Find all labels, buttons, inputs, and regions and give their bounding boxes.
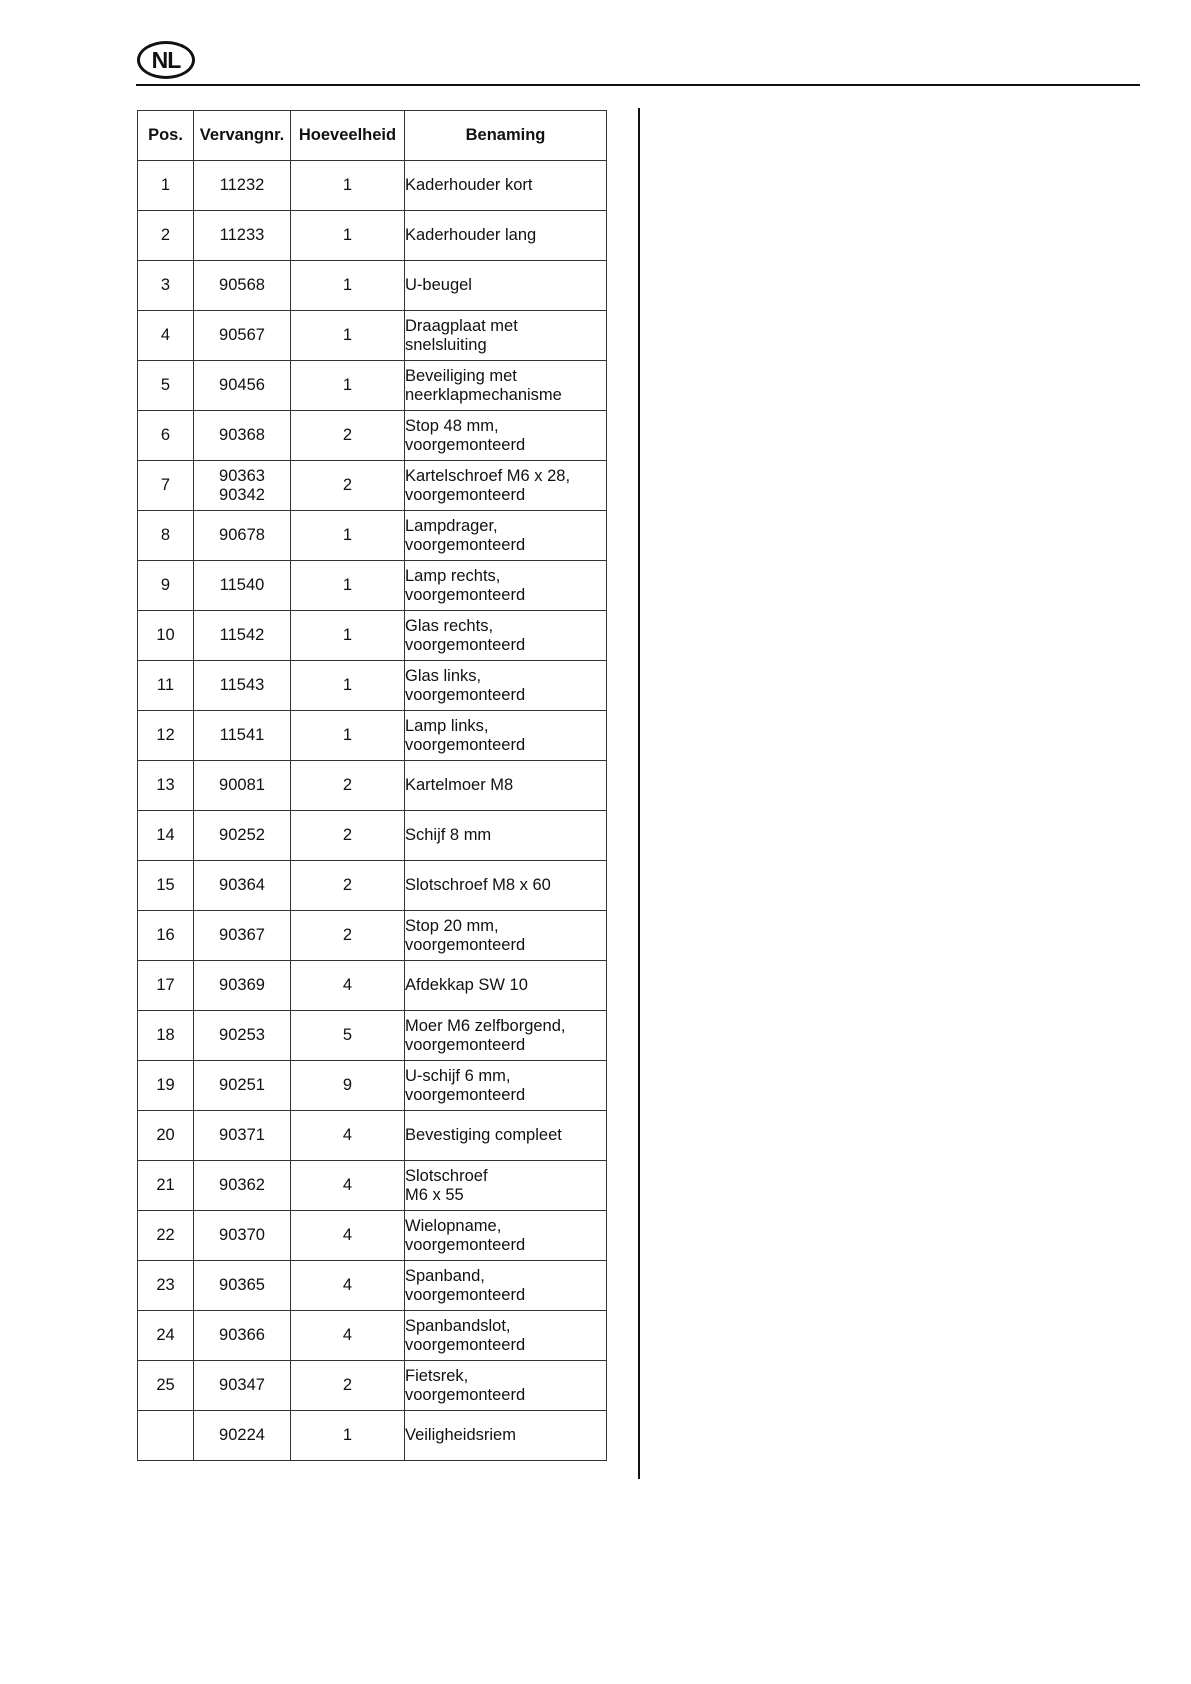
replacement-number-line: 90369 bbox=[219, 976, 265, 994]
cell-replacement-number bbox=[194, 1111, 291, 1161]
description-line: Kartelmoer M8 bbox=[405, 776, 514, 794]
replacement-number-line: 90567 bbox=[219, 326, 265, 344]
description-line: voorgemonteerd bbox=[405, 585, 526, 604]
cell-quantity: 9 bbox=[291, 1061, 405, 1111]
cell-description bbox=[405, 1061, 607, 1111]
cell-pos: 10 bbox=[138, 611, 194, 661]
replacement-number-line: 90364 bbox=[219, 876, 265, 894]
cell-description bbox=[405, 911, 607, 961]
cell-quantity: 4 bbox=[291, 1261, 405, 1311]
cell-replacement-number bbox=[194, 211, 291, 261]
cell-description bbox=[405, 461, 607, 511]
cell-pos: 25 bbox=[138, 1361, 194, 1411]
replacement-number-line: 90363 bbox=[219, 466, 265, 485]
cell-description bbox=[405, 1211, 607, 1261]
cell-replacement-number bbox=[194, 761, 291, 811]
parts-table bbox=[137, 110, 607, 1461]
table-row bbox=[138, 411, 607, 461]
cell-pos: 14 bbox=[138, 811, 194, 861]
description-line: Glas rechts, bbox=[405, 616, 494, 635]
cell-quantity: 2 bbox=[291, 1361, 405, 1411]
description-line: voorgemonteerd bbox=[405, 1085, 526, 1104]
column-divider bbox=[638, 108, 640, 1479]
description-line: Kaderhouder lang bbox=[405, 226, 537, 244]
replacement-number-line: 11543 bbox=[219, 676, 265, 694]
cell-description bbox=[405, 761, 607, 811]
cell-quantity: 1 bbox=[291, 611, 405, 661]
cell-quantity: 2 bbox=[291, 411, 405, 461]
replacement-number-line: 90568 bbox=[219, 276, 265, 294]
cell-pos: 20 bbox=[138, 1111, 194, 1161]
cell-replacement-number bbox=[194, 911, 291, 961]
cell-pos: 22 bbox=[138, 1211, 194, 1261]
table-row bbox=[138, 361, 607, 411]
cell-replacement-number bbox=[194, 1061, 291, 1111]
cell-pos: 11 bbox=[138, 661, 194, 711]
header-pos: Pos. bbox=[138, 111, 194, 161]
description-line: Fietsrek, bbox=[405, 1366, 469, 1385]
cell-replacement-number bbox=[194, 1011, 291, 1061]
description-line: voorgemonteerd bbox=[405, 1385, 526, 1404]
cell-description bbox=[405, 611, 607, 661]
cell-replacement-number bbox=[194, 811, 291, 861]
table-row bbox=[138, 511, 607, 561]
description-line: Veiligheidsriem bbox=[405, 1426, 516, 1444]
cell-quantity: 4 bbox=[291, 1111, 405, 1161]
table-row bbox=[138, 661, 607, 711]
table-row bbox=[138, 311, 607, 361]
replacement-number-line: 11232 bbox=[219, 176, 265, 194]
cell-quantity: 2 bbox=[291, 911, 405, 961]
description-line: Kaderhouder kort bbox=[405, 176, 533, 194]
table-row bbox=[138, 611, 607, 661]
cell-description bbox=[405, 261, 607, 311]
cell-replacement-number bbox=[194, 311, 291, 361]
cell-pos: 21 bbox=[138, 1161, 194, 1211]
cell-replacement-number bbox=[194, 161, 291, 211]
replacement-number-line: 90253 bbox=[219, 1026, 265, 1044]
cell-replacement-number bbox=[194, 661, 291, 711]
cell-description bbox=[405, 411, 607, 461]
header-divider bbox=[136, 84, 1140, 86]
cell-description bbox=[405, 861, 607, 911]
description-line: voorgemonteerd bbox=[405, 935, 526, 954]
table-row bbox=[138, 1111, 607, 1161]
replacement-number-line: 90081 bbox=[219, 776, 265, 794]
cell-pos: 8 bbox=[138, 511, 194, 561]
cell-description bbox=[405, 661, 607, 711]
cell-description bbox=[405, 311, 607, 361]
cell-pos: 5 bbox=[138, 361, 194, 411]
cell-description bbox=[405, 711, 607, 761]
table-header-row bbox=[138, 111, 607, 161]
description-line: U-schijf 6 mm, bbox=[405, 1066, 511, 1085]
cell-quantity: 1 bbox=[291, 1411, 405, 1461]
cell-quantity: 1 bbox=[291, 211, 405, 261]
cell-description bbox=[405, 161, 607, 211]
cell-pos: 1 bbox=[138, 161, 194, 211]
cell-quantity: 1 bbox=[291, 261, 405, 311]
table-row bbox=[138, 861, 607, 911]
cell-description bbox=[405, 361, 607, 411]
cell-quantity: 2 bbox=[291, 811, 405, 861]
cell-description bbox=[405, 1361, 607, 1411]
cell-replacement-number bbox=[194, 1161, 291, 1211]
cell-replacement-number bbox=[194, 861, 291, 911]
cell-pos bbox=[138, 1411, 194, 1461]
description-line: voorgemonteerd bbox=[405, 435, 526, 454]
cell-quantity: 1 bbox=[291, 711, 405, 761]
description-line: Bevestiging compleet bbox=[405, 1126, 562, 1144]
cell-pos: 24 bbox=[138, 1311, 194, 1361]
description-line: voorgemonteerd bbox=[405, 1335, 526, 1354]
language-badge: NL bbox=[137, 41, 195, 79]
replacement-number-line: 90224 bbox=[219, 1426, 265, 1444]
replacement-number-line: 90362 bbox=[219, 1176, 265, 1194]
description-line: voorgemonteerd bbox=[405, 685, 526, 704]
replacement-number-line: 90368 bbox=[219, 426, 265, 444]
cell-replacement-number bbox=[194, 361, 291, 411]
description-line: Afdekkap SW 10 bbox=[405, 976, 528, 994]
table-row bbox=[138, 1011, 607, 1061]
cell-quantity: 2 bbox=[291, 861, 405, 911]
replacement-number-line: 90370 bbox=[219, 1226, 265, 1244]
replacement-number-line: 11542 bbox=[219, 626, 265, 644]
description-line: Moer M6 zelfborgend, bbox=[405, 1016, 566, 1035]
cell-quantity: 4 bbox=[291, 961, 405, 1011]
cell-description bbox=[405, 1161, 607, 1211]
cell-description bbox=[405, 961, 607, 1011]
description-line: Lampdrager, bbox=[405, 516, 498, 535]
cell-quantity: 5 bbox=[291, 1011, 405, 1061]
description-line: M6 x 55 bbox=[405, 1185, 464, 1204]
cell-description bbox=[405, 811, 607, 861]
description-line: Stop 20 mm, bbox=[405, 916, 499, 935]
cell-quantity: 1 bbox=[291, 661, 405, 711]
cell-quantity: 4 bbox=[291, 1161, 405, 1211]
cell-description bbox=[405, 1311, 607, 1361]
header-quantity: Hoeveelheid bbox=[291, 111, 405, 161]
cell-quantity: 1 bbox=[291, 561, 405, 611]
cell-pos: 16 bbox=[138, 911, 194, 961]
cell-pos: 23 bbox=[138, 1261, 194, 1311]
cell-replacement-number bbox=[194, 1261, 291, 1311]
cell-replacement-number bbox=[194, 1211, 291, 1261]
description-line: voorgemonteerd bbox=[405, 1035, 526, 1054]
description-line: Draagplaat met bbox=[405, 316, 518, 335]
table-row bbox=[138, 1361, 607, 1411]
replacement-number-line: 90367 bbox=[219, 926, 265, 944]
cell-quantity: 1 bbox=[291, 161, 405, 211]
cell-quantity: 1 bbox=[291, 511, 405, 561]
description-line: U-beugel bbox=[405, 276, 472, 294]
table-row bbox=[138, 1311, 607, 1361]
cell-replacement-number bbox=[194, 261, 291, 311]
description-line: voorgemonteerd bbox=[405, 1235, 526, 1254]
replacement-number-line: 90456 bbox=[219, 376, 265, 394]
replacement-number-line: 90678 bbox=[219, 526, 265, 544]
replacement-number-line: 90347 bbox=[219, 1376, 265, 1394]
description-line: Wielopname, bbox=[405, 1216, 502, 1235]
replacement-number-line: 11540 bbox=[219, 576, 265, 594]
table-row bbox=[138, 1411, 607, 1461]
table-row bbox=[138, 961, 607, 1011]
description-line: voorgemonteerd bbox=[405, 735, 526, 754]
table-row bbox=[138, 261, 607, 311]
description-line: Slotschroef M8 x 60 bbox=[405, 876, 551, 894]
cell-pos: 19 bbox=[138, 1061, 194, 1111]
cell-description bbox=[405, 1111, 607, 1161]
replacement-number-line: 90366 bbox=[219, 1326, 265, 1344]
cell-replacement-number bbox=[194, 511, 291, 561]
description-line: Kartelschroef M6 x 28, bbox=[405, 466, 571, 485]
description-line: Beveiliging met bbox=[405, 366, 517, 385]
cell-replacement-number bbox=[194, 411, 291, 461]
description-line: Stop 48 mm, bbox=[405, 416, 499, 435]
table-row bbox=[138, 161, 607, 211]
replacement-number-line: 90252 bbox=[219, 826, 265, 844]
cell-replacement-number bbox=[194, 961, 291, 1011]
cell-description bbox=[405, 1411, 607, 1461]
cell-replacement-number bbox=[194, 561, 291, 611]
cell-description bbox=[405, 561, 607, 611]
table-row bbox=[138, 1061, 607, 1111]
cell-quantity: 2 bbox=[291, 761, 405, 811]
cell-quantity: 4 bbox=[291, 1211, 405, 1261]
cell-description bbox=[405, 1011, 607, 1061]
cell-pos: 7 bbox=[138, 461, 194, 511]
description-line: Spanband, bbox=[405, 1266, 485, 1285]
cell-pos: 13 bbox=[138, 761, 194, 811]
cell-pos: 2 bbox=[138, 211, 194, 261]
cell-pos: 18 bbox=[138, 1011, 194, 1061]
cell-quantity: 2 bbox=[291, 461, 405, 511]
table-row bbox=[138, 1161, 607, 1211]
cell-replacement-number bbox=[194, 461, 291, 511]
replacement-number-line: 90371 bbox=[219, 1126, 265, 1144]
cell-pos: 3 bbox=[138, 261, 194, 311]
cell-replacement-number bbox=[194, 1311, 291, 1361]
replacement-number-line: 90251 bbox=[219, 1076, 265, 1094]
table-row bbox=[138, 1211, 607, 1261]
description-line: Lamp links, bbox=[405, 716, 489, 735]
cell-pos: 17 bbox=[138, 961, 194, 1011]
description-line: snelsluiting bbox=[405, 335, 487, 354]
cell-quantity: 1 bbox=[291, 311, 405, 361]
replacement-number-line: 90365 bbox=[219, 1276, 265, 1294]
cell-replacement-number bbox=[194, 611, 291, 661]
table-row bbox=[138, 761, 607, 811]
replacement-number-line: 11233 bbox=[219, 226, 265, 244]
table-row bbox=[138, 911, 607, 961]
table-row bbox=[138, 811, 607, 861]
description-line: neerklapmechanisme bbox=[405, 385, 562, 404]
replacement-number-line: 11541 bbox=[219, 726, 265, 744]
description-line: Spanbandslot, bbox=[405, 1316, 511, 1335]
cell-description bbox=[405, 211, 607, 261]
description-line: voorgemonteerd bbox=[405, 485, 526, 504]
cell-pos: 15 bbox=[138, 861, 194, 911]
cell-description bbox=[405, 1261, 607, 1311]
description-line: voorgemonteerd bbox=[405, 635, 526, 654]
table-row bbox=[138, 211, 607, 261]
parts-table-body bbox=[138, 161, 607, 1461]
description-line: voorgemonteerd bbox=[405, 535, 526, 554]
header-replacement-number: Vervangnr. bbox=[194, 111, 291, 161]
description-line: Slotschroef bbox=[405, 1166, 488, 1185]
cell-replacement-number bbox=[194, 1411, 291, 1461]
table-row bbox=[138, 1261, 607, 1311]
table-row bbox=[138, 561, 607, 611]
cell-pos: 6 bbox=[138, 411, 194, 461]
cell-pos: 9 bbox=[138, 561, 194, 611]
description-line: Lamp rechts, bbox=[405, 566, 501, 585]
cell-replacement-number bbox=[194, 711, 291, 761]
cell-replacement-number bbox=[194, 1361, 291, 1411]
table-row bbox=[138, 461, 607, 511]
cell-pos: 12 bbox=[138, 711, 194, 761]
table-row bbox=[138, 711, 607, 761]
cell-quantity: 1 bbox=[291, 361, 405, 411]
cell-description bbox=[405, 511, 607, 561]
header-description: Benaming bbox=[405, 111, 607, 161]
description-line: Glas links, bbox=[405, 666, 482, 685]
cell-quantity: 4 bbox=[291, 1311, 405, 1361]
replacement-number-line: 90342 bbox=[219, 485, 265, 504]
description-line: voorgemonteerd bbox=[405, 1285, 526, 1304]
description-line: Schijf 8 mm bbox=[405, 826, 492, 844]
cell-pos: 4 bbox=[138, 311, 194, 361]
